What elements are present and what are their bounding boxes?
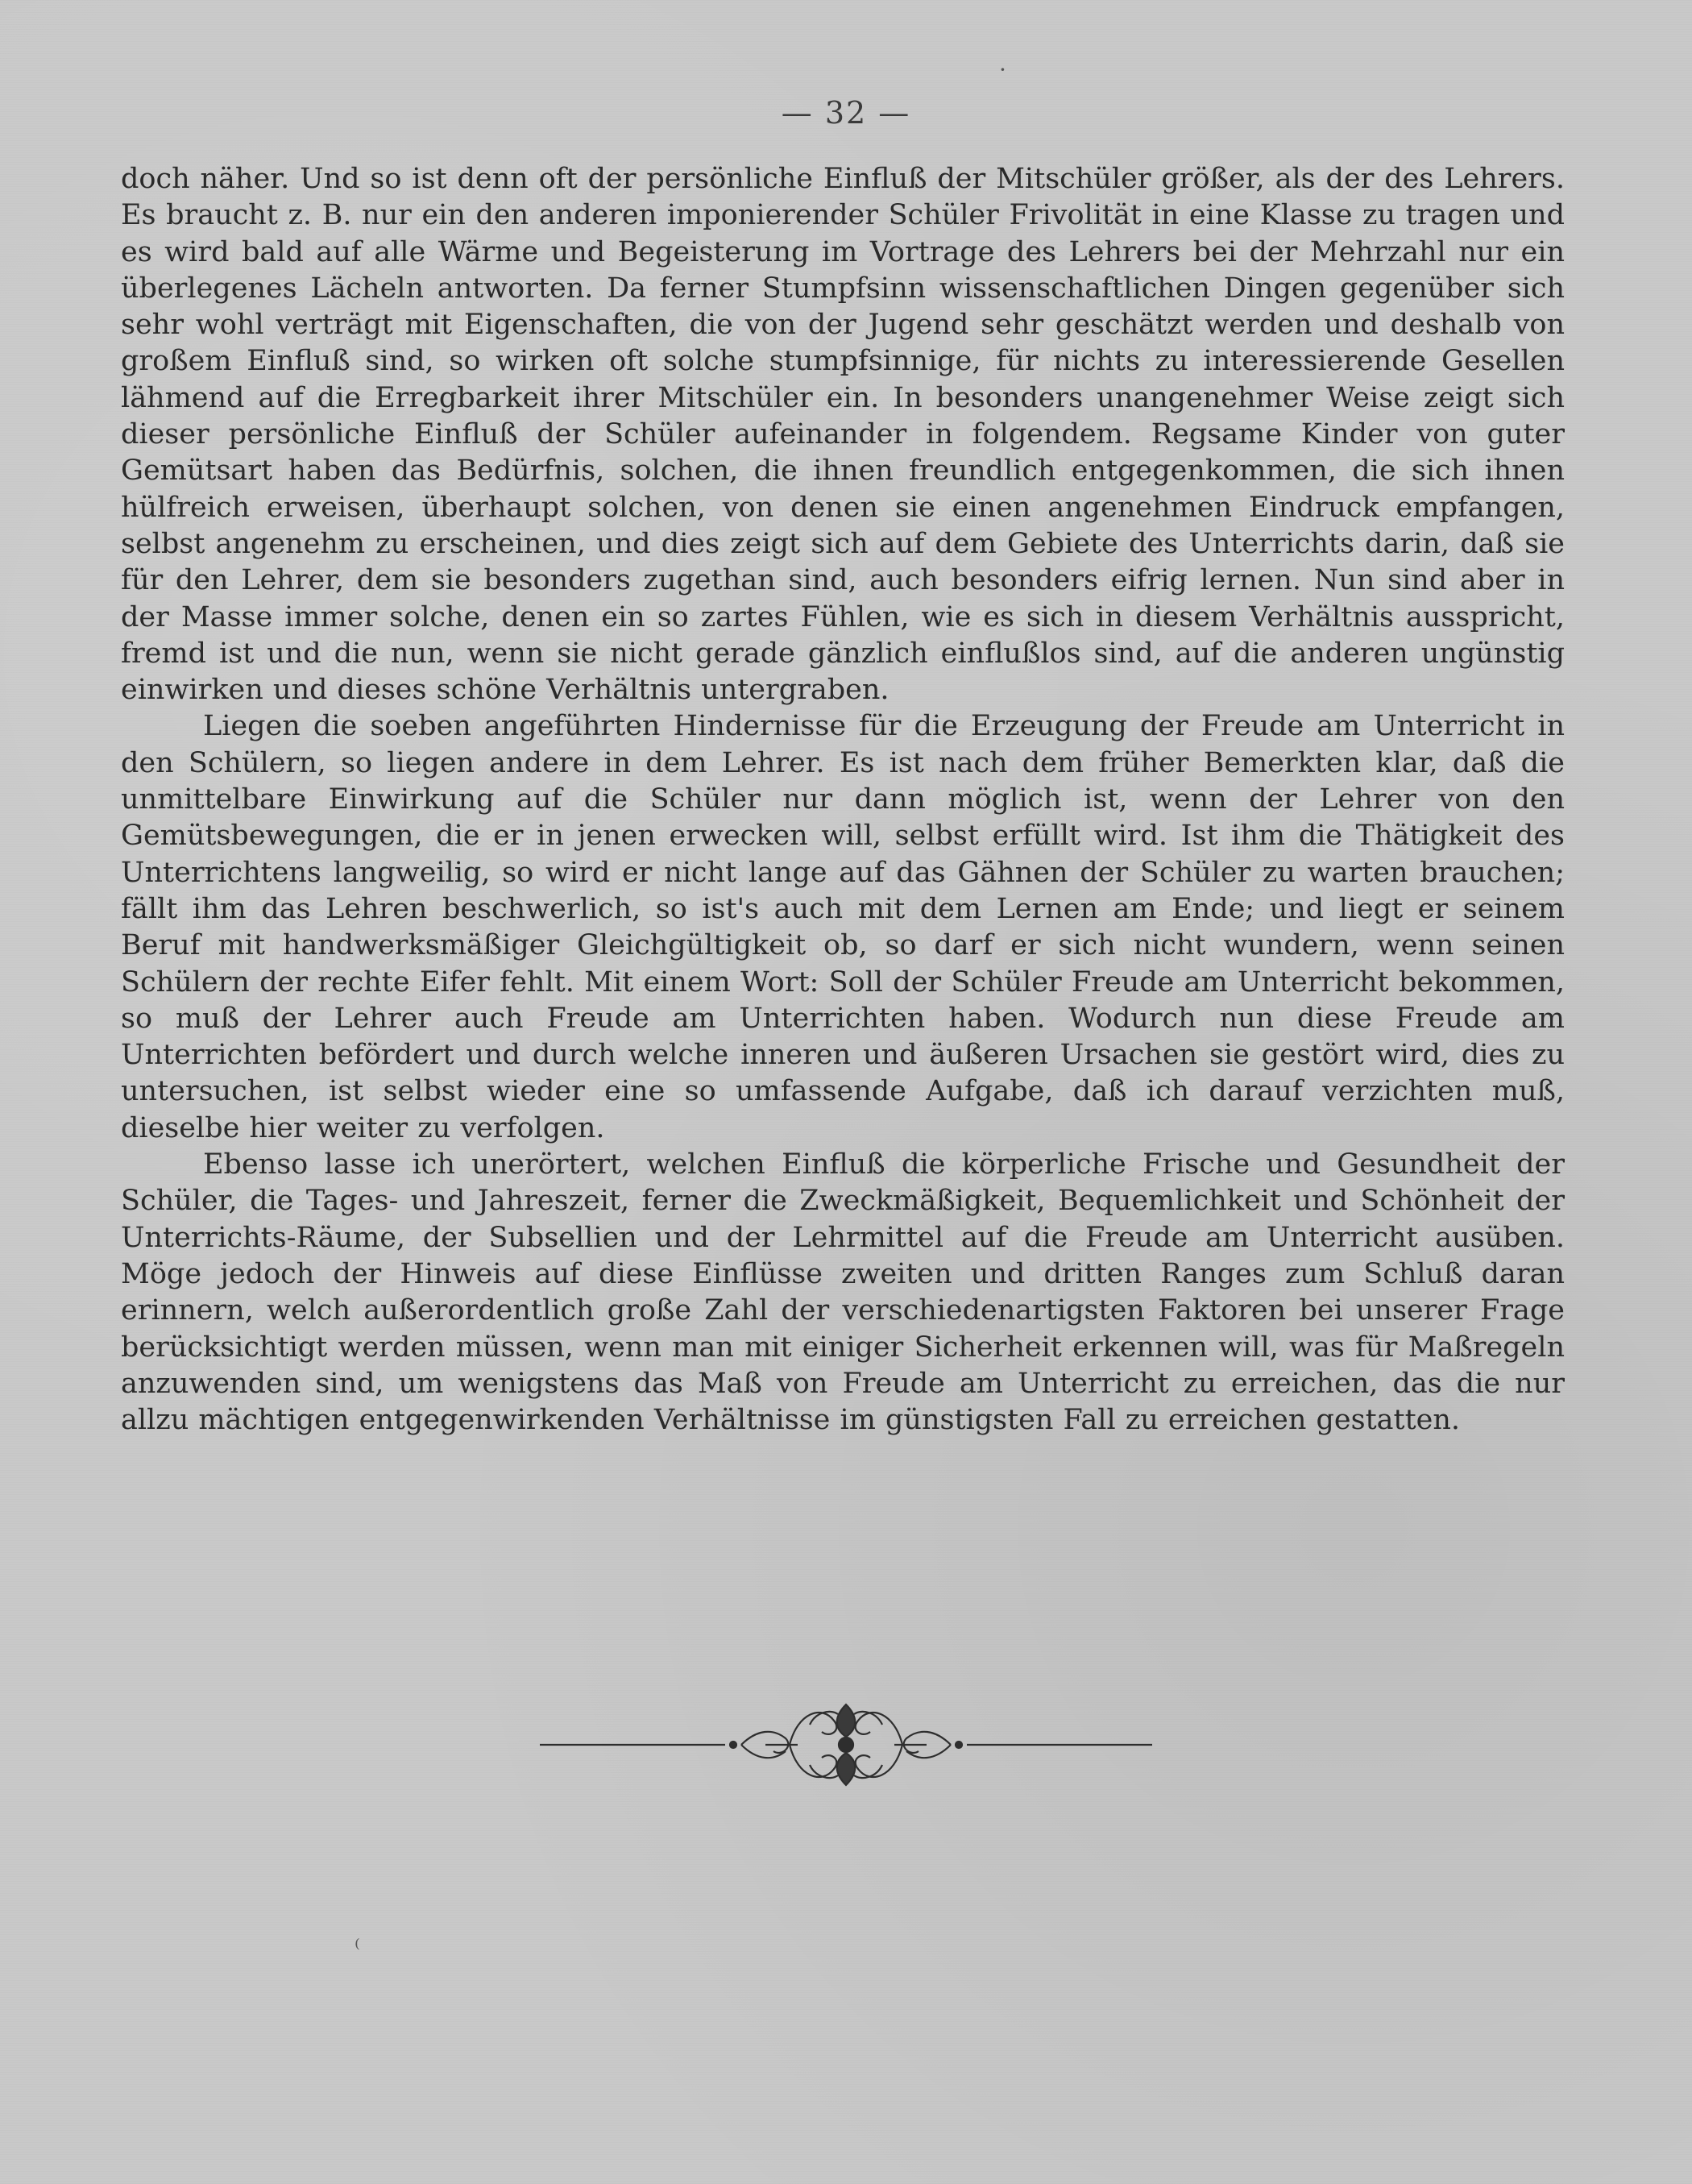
decorative-vignette-icon [532,1680,1160,1809]
body-text [121,161,1565,1439]
page-number: — 32 — [781,95,911,131]
paragraph-3: Ebenso lasse ich unerörtert, welchen Einfluß die körperliche Frische und Gesundheit der Schüler, die Tages- und Jahreszeit, ferner die Zweckmäßigkeit, Bequemlichkeit und Schönheit der Unterrichts-Räume, der Subsellien und der Lehrmittel auf die Freude am Unterricht ausüben. Möge jedoch der Hinweis auf diese Einflüsse zweiten und dritten Ranges zum Schluß daran erinnern, welch außerordentlich große Zahl der verschiedenartigsten Faktoren bei unserer Frage berücksichtigt werden müssen, wenn man mit einiger Sicherheit erkennen will, was für Maßregeln anzuwenden sind, um wenigstens das Maß von Freude am Unterricht zu erreichen, das die nur allzu mächtigen entgegenwirkenden Verhältnisse im günstigsten Fall zu erreichen gestatten. [121,1148,1565,1437]
speck: ⁽ [355,1934,360,1961]
paragraph-2: Liegen die soeben angeführten Hindernisse für die Erzeugung der Freude am Unterricht in den Schülern, so liegen andere in dem Lehrer. Es ist nach dem früher Bemerkten klar, daß die unmittelbare Einwirkung auf die Schüler nur dann möglich ist, wenn der Lehrer von den Gemütsbewegungen, die er in jenen erwecken will, selbst erfüllt wird. Ist ihm die Thätigkeit des Unterrichtens langweilig, so wird er nicht lange auf das Gähnen der Schüler zu warten brauchen; fällt ihm das Lehren beschwerlich, so ist's auch mit dem Lernen am Ende; und liegt er seinem Beruf mit handwerksmäßiger Gleichgültigkeit ob, so darf er sich nicht wundern, wenn seinen Schülern der rechte Eifer fehlt. Mit einem Wort: Soll der Schüler Freude am Unterricht bekommen, so muß der Lehrer auch Freude am Unterrichten haben. Wodurch nun diese Freude am Unterrichten befördert und durch welche inneren und äußeren Ursachen sie gestört wird, dies zu untersuchen, ist selbst wieder eine so umfassende Aufgabe, daß ich darauf verzichten muß, dieselbe hier weiter zu verfolgen. [121,710,1565,1144]
speck: · [999,56,1006,83]
paragraph-1: doch näher. Und so ist denn oft der persönliche Einfluß der Mitschüler größer, als der des Lehrers. Es braucht z. B. nur ein den anderen imponierender Schüler Frivolität in eine Klasse zu tragen und es wird bald auf alle Wärme und Begeisterung im Vortrage des Lehrers bei der Mehrzahl nur ein überlegenes Lächeln antworten. Da ferner Stumpfsinn wissenschaftlichen Dingen gegenüber sich sehr wohl verträgt mit Eigenschaften, die von der Jugend sehr geschätzt werden und deshalb von großem Einfluß sind, so wirken oft solche stumpfsinnige, für nichts zu interessierende Gesellen lähmend auf die Erregbarkeit ihrer Mitschüler ein. In besonders unangenehmer Weise zeigt sich dieser persönliche Einfluß der Schüler aufeinander in folgendem. Regsame Kinder von guter Gemütsart haben das Bedürfnis, solchen, die ihnen freundlich entgegenkommen, die sich ihnen hülfreich erweisen, überhaupt solchen, von denen sie einen angenehmen Eindruck empfangen, selbst angenehm zu erscheinen, und dies zeigt sich auf dem Gebiete des Unterrichts darin, daß sie für den Lehrer, dem sie besonders zugethan sind, auch besonders eifrig lernen. Nun sind aber in der Masse immer solche, denen ein so zartes Fühlen, wie es sich in diesem Verhältnis ausspricht, fremd ist und die nun, wenn sie nicht gerade gänzlich einflußlos sind, auf die anderen ungünstig einwirken und dieses schöne Verhältnis untergraben. [121,163,1565,707]
